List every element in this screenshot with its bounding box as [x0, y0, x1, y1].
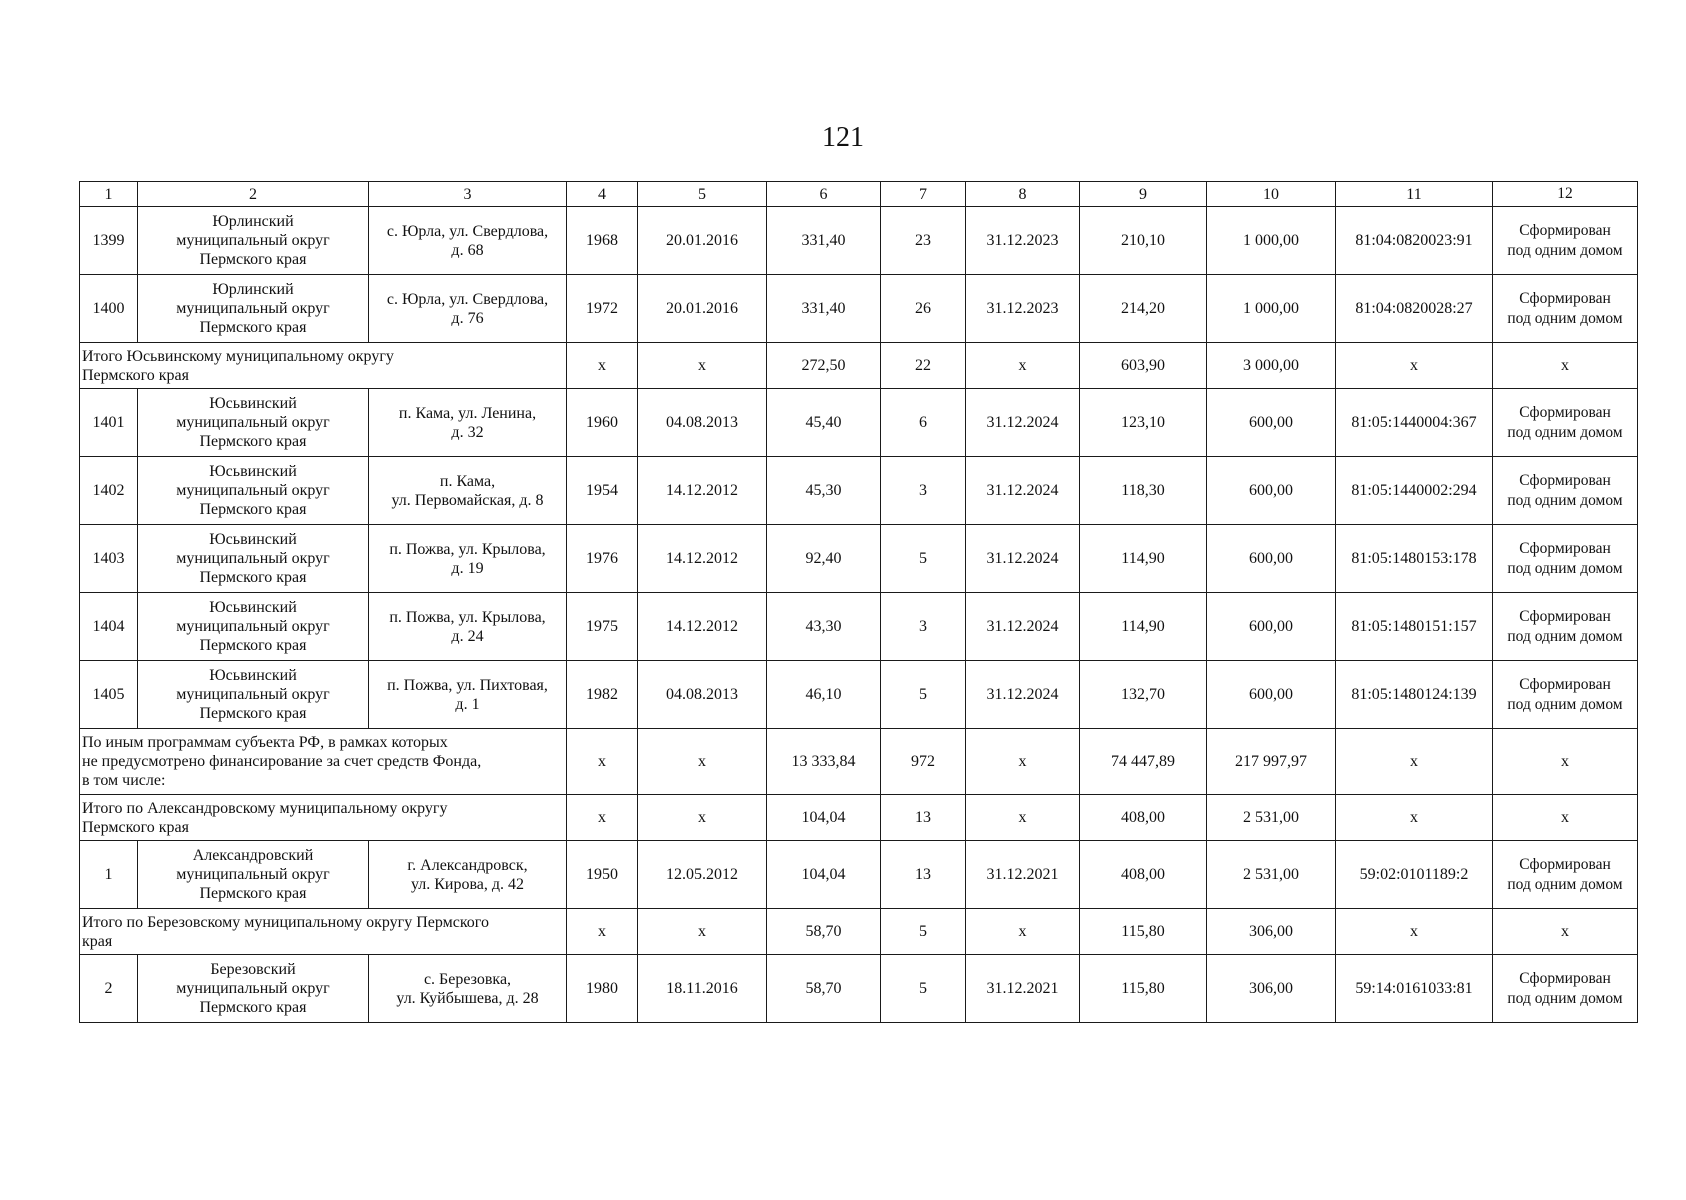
- table-row: [80, 457, 1638, 525]
- table-cell: 5: [881, 955, 966, 1023]
- table-cell: 600,00: [1207, 389, 1336, 457]
- table-cell: 272,50: [767, 343, 881, 389]
- table-cell: 331,40: [767, 207, 881, 275]
- table-cell: п. Пожва, ул. Крылова, д. 19: [369, 525, 567, 593]
- table-row: [80, 207, 1638, 275]
- table-cell: 31.12.2023: [966, 207, 1080, 275]
- table-cell: Березовский муниципальный округ Пермского края: [138, 955, 369, 1023]
- table-cell: х: [638, 909, 767, 955]
- table-cell: 1975: [567, 593, 638, 661]
- table-cell: 600,00: [1207, 593, 1336, 661]
- table-cell: х: [638, 795, 767, 841]
- table-cell: 31.12.2021: [966, 841, 1080, 909]
- table-cell: 23: [881, 207, 966, 275]
- housing-register-table: [79, 181, 1638, 1023]
- table-cell: 81:05:1480151:157: [1336, 593, 1493, 661]
- table-cell: х: [638, 729, 767, 795]
- table-cell: 104,04: [767, 841, 881, 909]
- table-cell: 12.05.2012: [638, 841, 767, 909]
- table-cell: 14.12.2012: [638, 457, 767, 525]
- table-cell: Сформирован под одним домом: [1493, 275, 1638, 343]
- table-cell: 1960: [567, 389, 638, 457]
- table-cell: х: [567, 909, 638, 955]
- table-cell: 04.08.2013: [638, 661, 767, 729]
- page-number: 121: [822, 122, 864, 153]
- table-cell: 1980: [567, 955, 638, 1023]
- table-cell: 2 531,00: [1207, 795, 1336, 841]
- table-cell: 14.12.2012: [638, 525, 767, 593]
- table-cell: 1976: [567, 525, 638, 593]
- table-cell: с. Березовка, ул. Куйбышева, д. 28: [369, 955, 567, 1023]
- table-cell: 115,80: [1080, 909, 1207, 955]
- column-number-cell: 3: [369, 182, 567, 207]
- table-cell: Юсьвинский муниципальный округ Пермского края: [138, 593, 369, 661]
- table-cell: 3 000,00: [1207, 343, 1336, 389]
- table-cell: Сформирован под одним домом: [1493, 841, 1638, 909]
- table-cell: 104,04: [767, 795, 881, 841]
- column-number-cell: 2: [138, 182, 369, 207]
- table-cell: 1950: [567, 841, 638, 909]
- table-cell: Сформирован под одним домом: [1493, 457, 1638, 525]
- table-cell: Юрлинский муниципальный округ Пермского края: [138, 207, 369, 275]
- table-cell: 118,30: [1080, 457, 1207, 525]
- table-cell: Сформирован под одним домом: [1493, 207, 1638, 275]
- table-cell: 5: [881, 525, 966, 593]
- table-cell: 31.12.2024: [966, 593, 1080, 661]
- table-cell: 59:14:0161033:81: [1336, 955, 1493, 1023]
- subtotal-label: Итого по Александровскому муниципальному округу Пермского края: [80, 795, 567, 841]
- table-cell: 972: [881, 729, 966, 795]
- table-cell: 74 447,89: [1080, 729, 1207, 795]
- table-cell: 31.12.2021: [966, 955, 1080, 1023]
- table-row: [80, 275, 1638, 343]
- table-cell: 13: [881, 795, 966, 841]
- table-cell: х: [1493, 795, 1638, 841]
- table-cell: х: [966, 729, 1080, 795]
- table-cell: Юсьвинский муниципальный округ Пермского края: [138, 525, 369, 593]
- table-cell: 31.12.2024: [966, 389, 1080, 457]
- table-cell: 81:05:1440004:367: [1336, 389, 1493, 457]
- table-cell: х: [966, 343, 1080, 389]
- table-cell: 81:05:1480153:178: [1336, 525, 1493, 593]
- table-cell: Сформирован под одним домом: [1493, 955, 1638, 1023]
- table-cell: х: [1493, 343, 1638, 389]
- table-cell: 58,70: [767, 909, 881, 955]
- table-cell: 1403: [80, 525, 138, 593]
- table-cell: 600,00: [1207, 457, 1336, 525]
- table-cell: 22: [881, 343, 966, 389]
- table-cell: 31.12.2024: [966, 525, 1080, 593]
- table-cell: 31.12.2024: [966, 661, 1080, 729]
- table-cell: 81:05:1480124:139: [1336, 661, 1493, 729]
- table-cell: х: [1336, 795, 1493, 841]
- table-row: [80, 593, 1638, 661]
- column-number-cell: 6: [767, 182, 881, 207]
- subtotal-label: Итого по Березовскому муниципальному округу Пермского края: [80, 909, 567, 955]
- table-cell: 59:02:0101189:2: [1336, 841, 1493, 909]
- table-cell: 1 000,00: [1207, 207, 1336, 275]
- table-cell: 114,90: [1080, 525, 1207, 593]
- table-cell: 2: [80, 955, 138, 1023]
- table-cell: 115,80: [1080, 955, 1207, 1023]
- table-cell: 13 333,84: [767, 729, 881, 795]
- table-cell: 92,40: [767, 525, 881, 593]
- table-cell: 18.11.2016: [638, 955, 767, 1023]
- table-cell: 46,10: [767, 661, 881, 729]
- table-cell: х: [966, 795, 1080, 841]
- subtotal-row: [80, 343, 1638, 389]
- table-cell: Юсьвинский муниципальный округ Пермского края: [138, 457, 369, 525]
- table-cell: 13: [881, 841, 966, 909]
- table-cell: х: [966, 909, 1080, 955]
- table-cell: х: [567, 729, 638, 795]
- table-cell: п. Кама, ул. Ленина, д. 32: [369, 389, 567, 457]
- column-number-cell: 8: [966, 182, 1080, 207]
- table-cell: 20.01.2016: [638, 275, 767, 343]
- table-cell: 1400: [80, 275, 138, 343]
- table-cell: 31.12.2023: [966, 275, 1080, 343]
- table-cell: 2 531,00: [1207, 841, 1336, 909]
- table-cell: 1402: [80, 457, 138, 525]
- table-cell: х: [1493, 909, 1638, 955]
- table-cell: п. Кама, ул. Первомайская, д. 8: [369, 457, 567, 525]
- table-cell: 45,40: [767, 389, 881, 457]
- table-cell: 1404: [80, 593, 138, 661]
- table-cell: Сформирован под одним домом: [1493, 593, 1638, 661]
- table-cell: 600,00: [1207, 661, 1336, 729]
- table-cell: х: [567, 343, 638, 389]
- table-cell: 58,70: [767, 955, 881, 1023]
- table-row: [80, 661, 1638, 729]
- table-cell: 214,20: [1080, 275, 1207, 343]
- table-cell: 408,00: [1080, 841, 1207, 909]
- table-cell: 306,00: [1207, 909, 1336, 955]
- table-cell: 306,00: [1207, 955, 1336, 1023]
- table-cell: 600,00: [1207, 525, 1336, 593]
- table-cell: 132,70: [1080, 661, 1207, 729]
- table-row: [80, 955, 1638, 1023]
- table-cell: 20.01.2016: [638, 207, 767, 275]
- table-cell: х: [638, 343, 767, 389]
- subtotal-row: [80, 795, 1638, 841]
- table-cell: 81:05:1440002:294: [1336, 457, 1493, 525]
- table-cell: 114,90: [1080, 593, 1207, 661]
- table-row: [80, 389, 1638, 457]
- table-cell: 1968: [567, 207, 638, 275]
- table-cell: п. Пожва, ул. Пихтовая, д. 1: [369, 661, 567, 729]
- table-cell: 5: [881, 909, 966, 955]
- table-cell: 603,90: [1080, 343, 1207, 389]
- table-cell: 217 997,97: [1207, 729, 1336, 795]
- table-row: [80, 841, 1638, 909]
- table-cell: 1982: [567, 661, 638, 729]
- column-number-cell: 11: [1336, 182, 1493, 207]
- table-cell: Юсьвинский муниципальный округ Пермского края: [138, 389, 369, 457]
- column-number-cell: 7: [881, 182, 966, 207]
- table-cell: Юсьвинский муниципальный округ Пермского края: [138, 661, 369, 729]
- table-cell: Сформирован под одним домом: [1493, 389, 1638, 457]
- table-cell: с. Юрла, ул. Свердлова, д. 76: [369, 275, 567, 343]
- table-cell: 43,30: [767, 593, 881, 661]
- column-number-cell: 10: [1207, 182, 1336, 207]
- table-cell: 1 000,00: [1207, 275, 1336, 343]
- table-cell: 3: [881, 593, 966, 661]
- subtotal-label: По иным программам субъекта РФ, в рамках которых не предусмотрено финансирование за счет средств Фонда, в том числе:: [80, 729, 567, 795]
- subtotal-row: [80, 729, 1638, 795]
- column-number-cell: 9: [1080, 182, 1207, 207]
- table-cell: 123,10: [1080, 389, 1207, 457]
- column-number-row: [80, 182, 1638, 207]
- table-cell: п. Пожва, ул. Крылова, д. 24: [369, 593, 567, 661]
- table-cell: 3: [881, 457, 966, 525]
- column-number-cell: 5: [638, 182, 767, 207]
- table-cell: Александровский муниципальный округ Пермского края: [138, 841, 369, 909]
- table-cell: Сформирован под одним домом: [1493, 525, 1638, 593]
- table-cell: 210,10: [1080, 207, 1207, 275]
- subtotal-row: [80, 909, 1638, 955]
- column-number-cell: 1: [80, 182, 138, 207]
- table-cell: 14.12.2012: [638, 593, 767, 661]
- table-cell: 26: [881, 275, 966, 343]
- table-cell: 1972: [567, 275, 638, 343]
- table-cell: х: [1336, 729, 1493, 795]
- table-cell: 1: [80, 841, 138, 909]
- table-cell: 81:04:0820028:27: [1336, 275, 1493, 343]
- table-row: [80, 525, 1638, 593]
- column-number-cell: 4: [567, 182, 638, 207]
- table-cell: х: [567, 795, 638, 841]
- table-cell: Сформирован под одним домом: [1493, 661, 1638, 729]
- table-cell: 408,00: [1080, 795, 1207, 841]
- table-cell: 1401: [80, 389, 138, 457]
- table-cell: 6: [881, 389, 966, 457]
- table-cell: 331,40: [767, 275, 881, 343]
- table-cell: 45,30: [767, 457, 881, 525]
- table-cell: 1954: [567, 457, 638, 525]
- table-cell: 04.08.2013: [638, 389, 767, 457]
- table-cell: х: [1336, 343, 1493, 389]
- table-cell: 1399: [80, 207, 138, 275]
- table-cell: х: [1336, 909, 1493, 955]
- table-cell: 1405: [80, 661, 138, 729]
- table-cell: с. Юрла, ул. Свердлова, д. 68: [369, 207, 567, 275]
- table-cell: 31.12.2024: [966, 457, 1080, 525]
- table-cell: г. Александровск, ул. Кирова, д. 42: [369, 841, 567, 909]
- table-cell: 5: [881, 661, 966, 729]
- table-cell: х: [1493, 729, 1638, 795]
- table-cell: Юрлинский муниципальный округ Пермского края: [138, 275, 369, 343]
- subtotal-label: Итого Юсьвинскому муниципальному округу Пермского края: [80, 343, 567, 389]
- column-number-cell: 12: [1493, 182, 1638, 207]
- table-cell: 81:04:0820023:91: [1336, 207, 1493, 275]
